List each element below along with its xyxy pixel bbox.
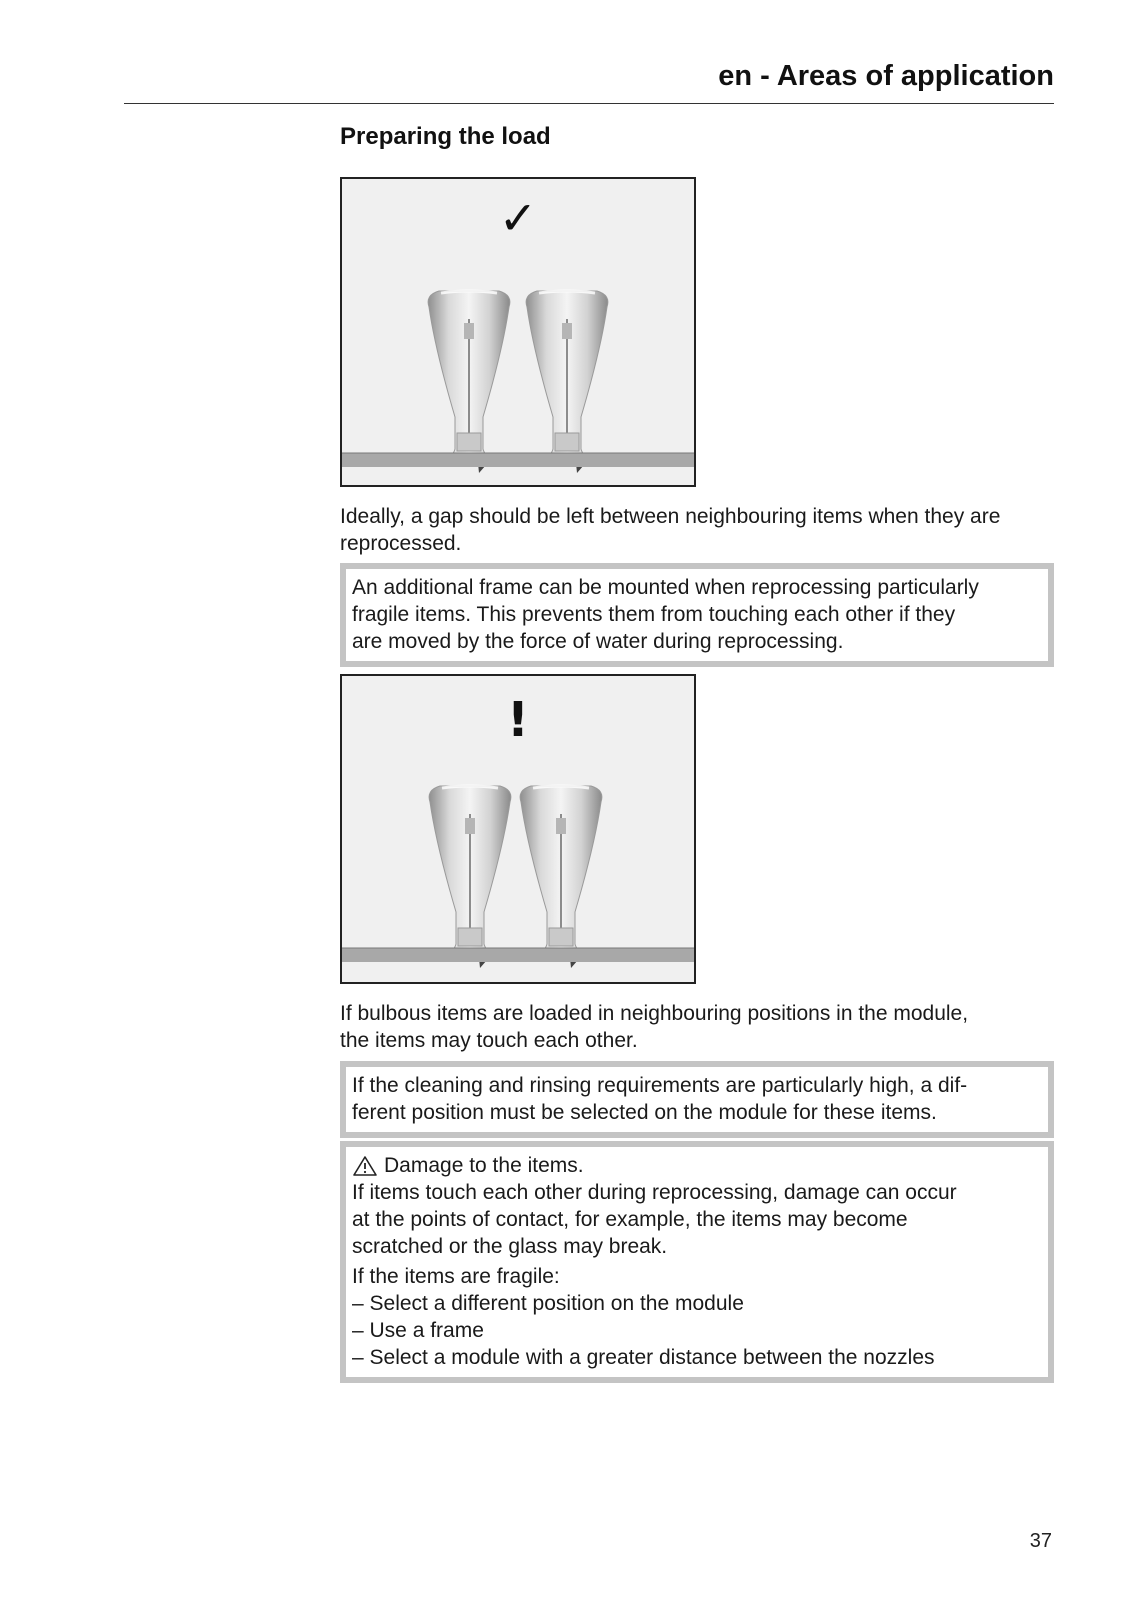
warning-list-item: – Use a frame [352, 1319, 484, 1342]
section-title: en - Areas of application [718, 60, 1054, 92]
note-line: are moved by the force of water during reprocessing. [352, 630, 844, 653]
paragraph-line: the items may touch each other. [340, 1029, 638, 1052]
page-number: 37 [1029, 1530, 1052, 1552]
figure-touching-items [340, 674, 696, 984]
warning-line: scratched or the glass may break. [352, 1235, 668, 1258]
note-line: ferent position must be selected on the module for these items. [352, 1101, 937, 1124]
page-header [124, 58, 1054, 104]
warning-list-intro: If the items are fragile: [352, 1265, 560, 1288]
warning-box [340, 1141, 1054, 1383]
note-line: If the cleaning and rinsing requirements are particularly high, a dif- [352, 1074, 968, 1097]
checkmark-icon: ✓ [498, 191, 538, 245]
warning-line: If items touch each other during reprocessing, damage can occur [352, 1181, 957, 1204]
paragraph-line: If bulbous items are loaded in neighbouring positions in the module, [340, 1002, 969, 1025]
warning-list-item: – Select a different position on the module [352, 1292, 744, 1315]
note-high-requirements [340, 1061, 1054, 1138]
warning-title: Damage to the items. [384, 1154, 584, 1177]
warning-triangle-icon [352, 1155, 378, 1177]
warning-list-item: – Select a module with a greater distance between the nozzles [352, 1346, 935, 1369]
paragraph-gap-advice: Ideally, a gap should be left between neighbouring items when they are reprocessed. [340, 505, 1001, 555]
exclamation-icon: ! [507, 692, 529, 748]
warning-line: at the points of contact, for example, the items may become [352, 1208, 908, 1231]
note-line: An additional frame can be mounted when reprocessing particularly [352, 576, 979, 599]
paragraph-bulbous-items [340, 1000, 1052, 1054]
section-subheading: Preparing the load [340, 123, 551, 150]
figure-correct-loading [340, 177, 696, 487]
note-line: fragile items. This prevents them from touching each other if they [352, 603, 956, 626]
note-additional-frame [340, 563, 1054, 667]
